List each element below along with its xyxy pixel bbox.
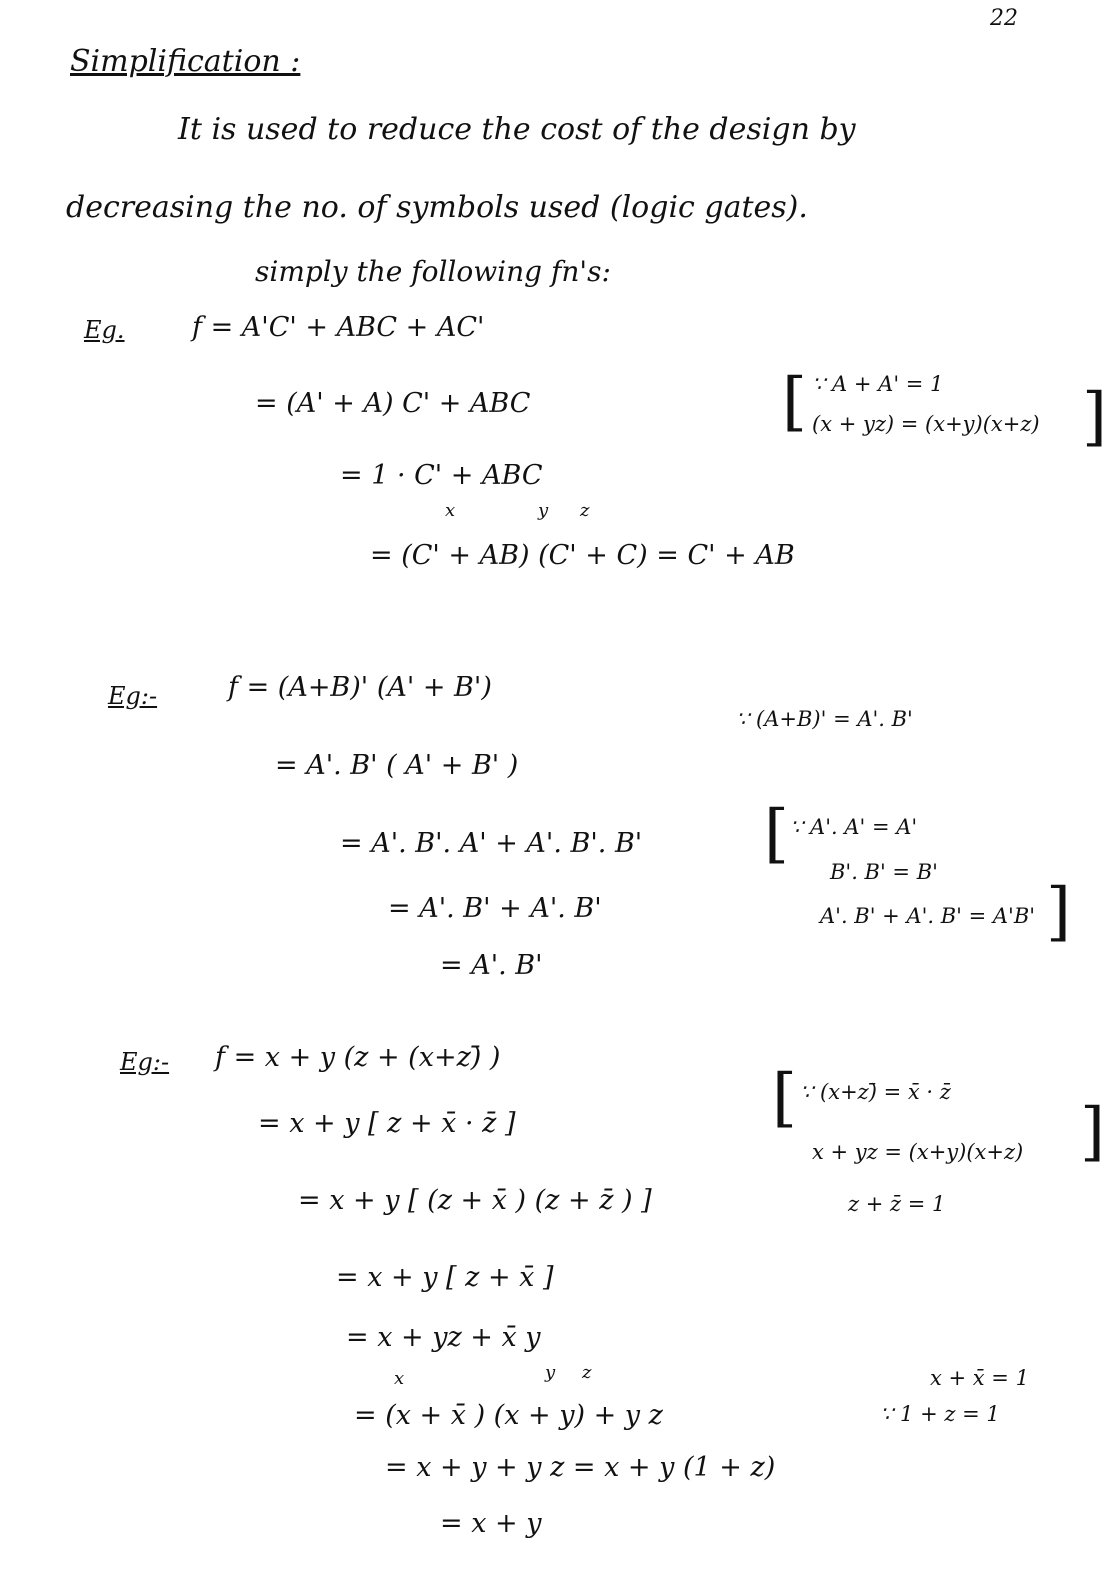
example-2-line-5: = A'. B' — [440, 950, 543, 981]
example-1-line-1: f = A'C' + ABC + AC' — [192, 312, 485, 343]
example-3-sub-y: y — [545, 1362, 556, 1383]
example-2-line-4: = A'. B' + A'. B' — [388, 893, 602, 924]
example-3-sub-z: z — [582, 1362, 592, 1383]
example-3-line-4: = x + y [ z + x̄ ] — [336, 1262, 554, 1293]
example-1-note-bracket-close: ] — [1082, 380, 1107, 454]
example-1-note-2: (x + yz) = (x+y)(x+z) — [812, 412, 1040, 436]
example-3-line-8: = x + y — [440, 1508, 542, 1539]
example-3-line-3: = x + y [ (z + x̄ ) (z + z̄ ) ] — [298, 1185, 652, 1216]
example-1-sub-z: z — [580, 500, 590, 521]
example-3-note-1: ∵ (x+z)̄ = x̄ · z̄ — [800, 1080, 951, 1104]
page-title: Simplification : — [70, 44, 301, 79]
example-3-note-2: x + yz = (x+y)(x+z) — [812, 1140, 1024, 1164]
example-2-note-1: ∵ (A+B)' = A'. B' — [736, 707, 913, 731]
example-2-note-4: A'. B' + A'. B' = A'B' — [820, 904, 1036, 928]
example-1-sub-y: y — [538, 500, 549, 521]
example-3-line-1: f = x + y (z + (x+z)̄ ) — [215, 1042, 501, 1073]
page-number: 22 — [990, 6, 1018, 31]
example-3-sub-x: x — [394, 1368, 405, 1389]
example-3-note-5: ∵ 1 + z = 1 — [880, 1402, 1000, 1426]
example-2-note-bracket-open: [ — [764, 797, 789, 871]
example-3-label: Eg:- — [120, 1048, 170, 1076]
intro-line-1: It is used to reduce the cost of the design by — [178, 112, 856, 147]
example-3-line-7: = x + y + y z = x + y (1 + z) — [385, 1452, 776, 1483]
example-1-line-2: = (A' + A) C' + ABC — [255, 388, 531, 419]
example-1-note-1: ∵ A + A' = 1 — [812, 372, 944, 396]
example-1-note-bracket-open: [ — [782, 365, 807, 439]
example-2-note-bracket-close: ] — [1046, 875, 1071, 949]
example-3-note-3: z + z̄ = 1 — [848, 1192, 946, 1216]
example-3-line-5: = x + yz + x̄ y — [346, 1322, 541, 1353]
example-1-line-4: = (C' + AB) (C' + C) = C' + AB — [370, 540, 795, 571]
example-3-note-4: x + x̄ = 1 — [930, 1366, 1029, 1390]
example-1-line-3: = 1 · C' + ABC — [340, 460, 543, 491]
example-1-sub-x: x — [445, 500, 456, 521]
example-2-note-3: B'. B' = B' — [830, 860, 938, 884]
example-3-line-2: = x + y [ z + x̄ · z̄ ] — [258, 1108, 516, 1139]
example-3-note-bracket-open: [ — [772, 1061, 797, 1135]
intro-line-3: simply the following fn's: — [255, 255, 611, 288]
intro-line-2: decreasing the no. of symbols used (logic gates). — [66, 190, 808, 225]
example-1-label: Eg. — [84, 316, 125, 344]
example-3-line-6: = (x + x̄ ) (x + y) + y z — [354, 1400, 663, 1431]
example-2-line-3: = A'. B'. A' + A'. B'. B' — [340, 828, 643, 859]
example-2-note-2: ∵ A'. A' = A' — [790, 815, 918, 839]
example-2-line-1: f = (A+B)' (A' + B') — [228, 672, 492, 703]
example-2-label: Eg:- — [108, 682, 158, 710]
example-2-line-2: = A'. B' ( A' + B' ) — [275, 750, 519, 781]
example-3-note-bracket-close: ] — [1080, 1095, 1105, 1169]
